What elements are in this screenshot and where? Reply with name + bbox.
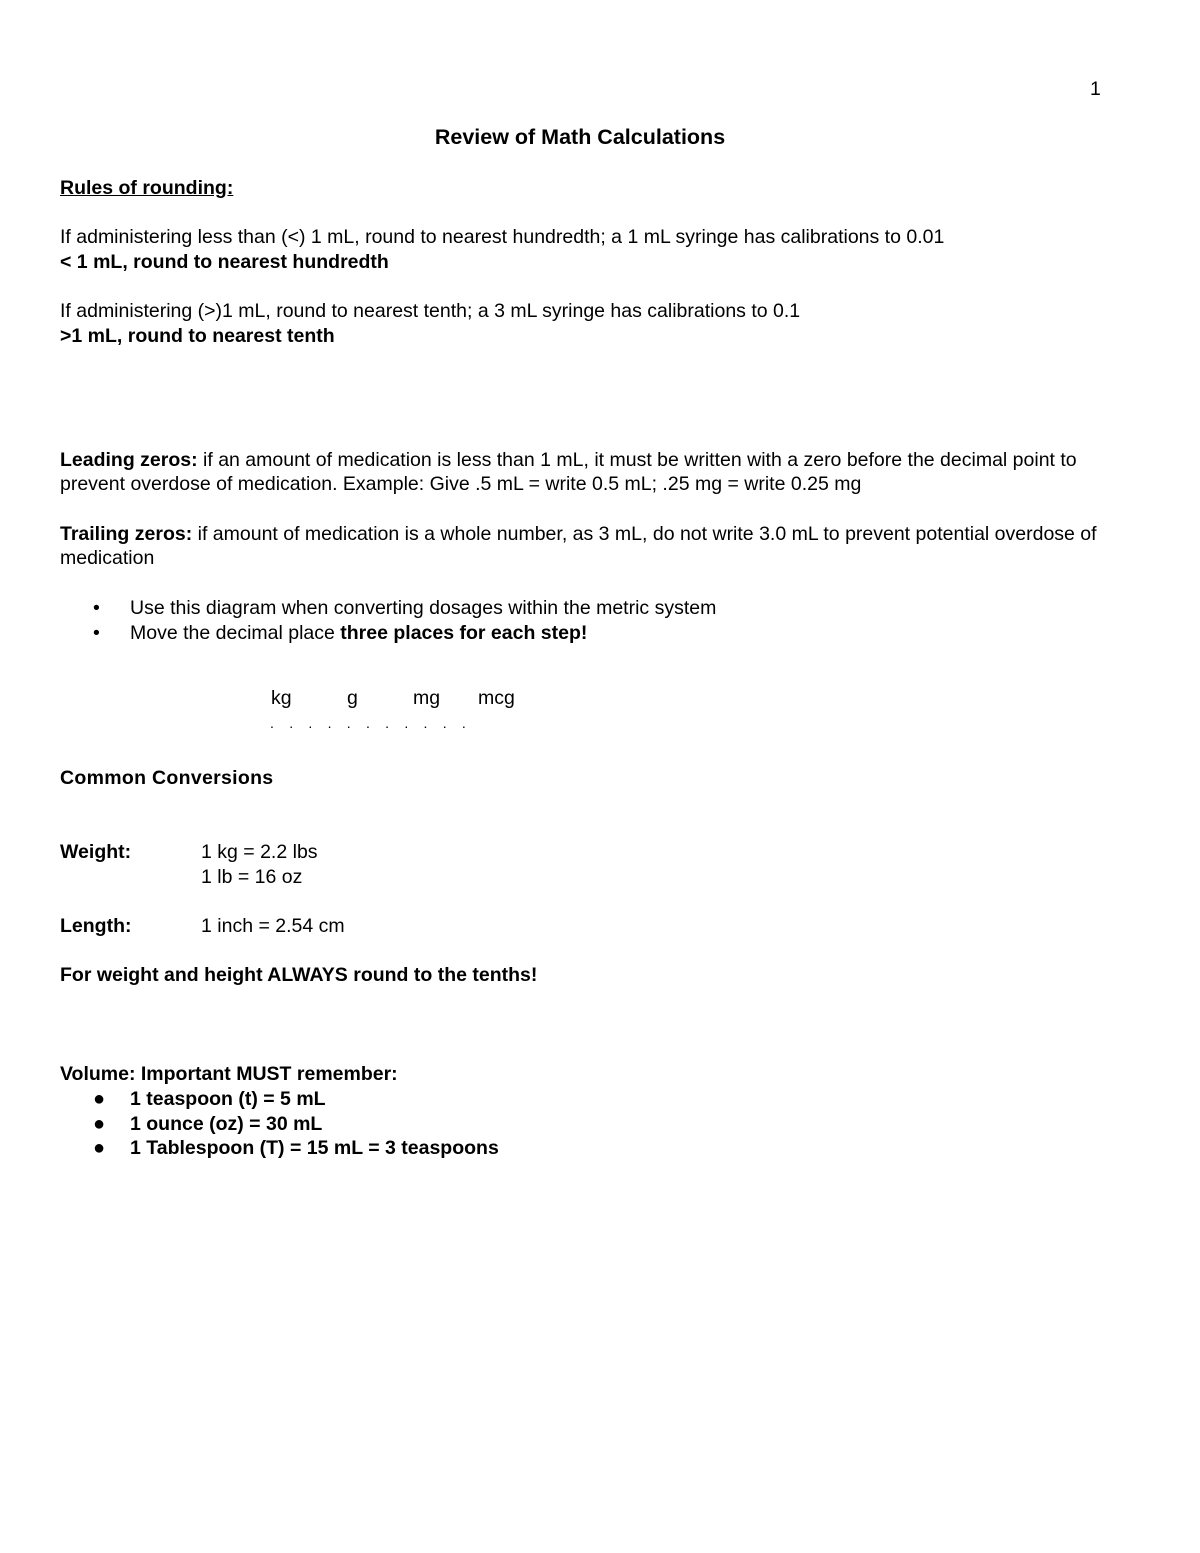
metric-bullet-text-bold: three places for each step! [340,621,588,644]
bullet-icon: • [93,596,100,619]
length-row [60,914,1100,939]
page-number: 1 [1090,78,1101,100]
list-item [60,1136,1100,1161]
weight-value-lb: 1 lb = 16 oz [201,865,303,888]
list-item [60,1087,1100,1112]
unit-label-mcg: mcg [478,686,515,709]
unit-label-g: g [347,686,358,709]
unit-label-mg: mg [413,686,441,709]
rounding-heading: Rules of rounding: [60,177,234,199]
common-conversions-heading: Common Conversions [60,766,274,789]
rounding-rule-tenth: >1 mL, round to nearest tenth [60,325,335,348]
trailing-zeros-label: Trailing zeros: [60,522,193,545]
leading-zeros-label: Leading zeros: [60,448,198,471]
bullet-icon: • [93,621,100,644]
trailing-zeros-text: if amount of medication is a whole number, as 3 mL, do not write 3.0 mL to prevent potential overdose of medication [60,522,1097,570]
weight-row [60,840,1100,865]
list-item [60,1112,1100,1137]
weight-row-2 [60,865,1100,890]
metric-conversion-diagram [60,670,1100,744]
trailing-zeros-paragraph [60,522,1100,571]
weight-label: Weight: [60,841,132,863]
weight-height-rounding-note: For weight and height ALWAYS round to the tenths! [60,964,538,987]
volume-item-teaspoon: 1 teaspoon (t) = 5 mL [130,1087,326,1110]
leading-zeros-paragraph [60,448,1100,497]
metric-bullet-text-prefix: Move the decimal place [130,621,341,644]
metric-bullet-text: Use this diagram when converting dosages within the metric system [130,596,717,619]
list-item [60,621,1100,646]
unit-label-kg: kg [271,686,292,709]
length-value: 1 inch = 2.54 cm [201,915,345,938]
metric-bullet-list [60,596,1100,645]
bullet-icon: ● [93,1087,106,1110]
bullet-icon: ● [93,1137,106,1160]
volume-bullet-list [60,1087,1100,1161]
length-label: Length: [60,915,132,938]
volume-heading: Volume: Important MUST remember: [60,1063,398,1086]
document-body [60,176,1100,1161]
weight-value-kg: 1 kg = 2.2 lbs [201,841,318,863]
rounding-paragraph-tenth: If administering (>)1 mL, round to nearest tenth; a 3 mL syringe has calibrations to 0.1 [60,300,801,323]
decimal-steps-dots: ........... [270,714,482,731]
volume-item-ounce: 1 ounce (oz) = 30 mL [130,1112,323,1135]
rounding-paragraph-hundredth: If administering less than (<) 1 mL, round to nearest hundredth; a 1 mL syringe has calibrations to 0.01 [60,226,945,249]
page-title: Review of Math Calculations [434,125,726,149]
bullet-icon: ● [93,1112,106,1135]
volume-item-tablespoon: 1 Tablespoon (T) = 15 mL = 3 teaspoons [130,1137,499,1160]
leading-zeros-text: if an amount of medication is less than 1 mL, it must be written with a zero before the decimal point to prevent overdose of medication. Example: Give .5 mL = write 0.5 mL; .25 mg = write 0.25 mg [60,448,1077,496]
list-item [60,596,1100,621]
rounding-rule-hundredth: < 1 mL, round to nearest hundredth [60,251,389,274]
